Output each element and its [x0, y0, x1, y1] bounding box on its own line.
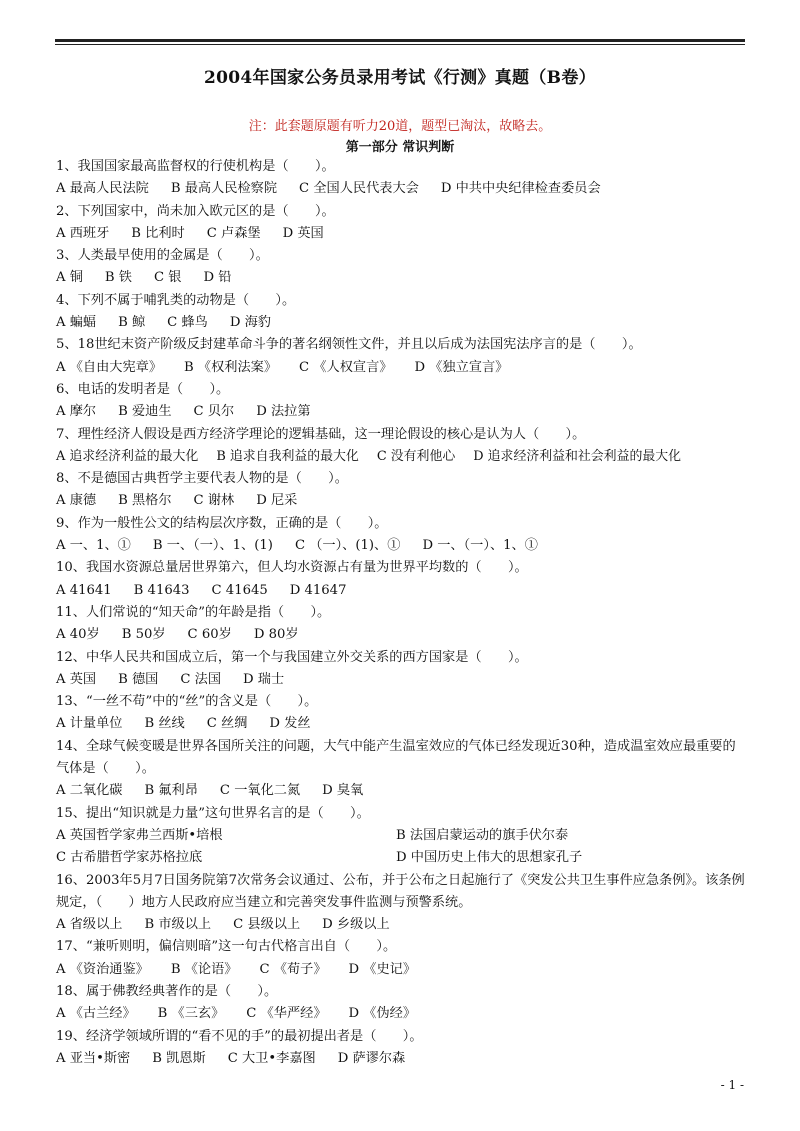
option: A 《资治通鉴》	[56, 961, 149, 977]
option: A 英国	[56, 671, 97, 687]
option: C 银	[153, 270, 182, 286]
option: D 瑞士	[243, 671, 285, 687]
options-row	[56, 713, 756, 735]
question-text: 6、电话的发明者是（ ）。	[56, 381, 230, 397]
options-row	[56, 178, 756, 200]
question-text: 18、属于佛教经典著作的是（ ）。	[56, 983, 278, 999]
question-text: 2、下列国家中，尚未加入欧元区的是（ ）。	[56, 203, 335, 219]
option: B 50岁	[121, 627, 166, 643]
question-text: 1、我国国家最高监督权的行使机构是（ ）。	[56, 159, 335, 174]
option: B 市级以上	[144, 917, 212, 933]
options-row	[56, 624, 756, 646]
options-row	[56, 780, 756, 802]
option: A 计量单位	[56, 716, 123, 732]
options-grid	[56, 825, 756, 870]
option: C 蜂鸟	[167, 315, 208, 331]
option: A 最高人民法院	[56, 181, 149, 197]
options-row	[56, 490, 756, 512]
question-text: 8、不是德国古典哲学主要代表人物的是（ ）。	[56, 471, 348, 487]
option: C 一氧化二氮	[219, 783, 301, 799]
option: A 40岁	[56, 627, 100, 643]
option: A 蝙蝠	[56, 315, 97, 331]
option: B 追求自我利益的最大化	[216, 448, 359, 464]
option: A 一、1、①	[56, 538, 131, 554]
option: B 鲸	[118, 315, 146, 331]
option: C 县级以上	[233, 917, 301, 933]
header-rule-thin	[55, 44, 745, 45]
option: D 追求经济利益和社会利益的最大化	[473, 448, 682, 464]
option: A 摩尔	[56, 404, 97, 420]
option: B 黑格尔	[118, 493, 172, 509]
question-text: 12、中华人民共和国成立后，第一个与我国建立外交关系的西方国家是（ ）。	[56, 649, 528, 665]
option: B 丝线	[144, 716, 185, 732]
option: A 铜	[56, 270, 83, 286]
option: B 凯恩斯	[152, 1050, 206, 1066]
options-row	[56, 1003, 756, 1025]
options-row	[56, 401, 756, 423]
option: C 古希腊哲学家苏格拉底	[56, 850, 203, 866]
option: C 贝尔	[193, 404, 235, 420]
option: B 《三玄》	[157, 1006, 225, 1022]
option: D 尼采	[256, 493, 298, 509]
option: D 海豹	[229, 315, 271, 331]
option: A 康德	[56, 493, 97, 509]
options-row	[56, 267, 756, 289]
option: C 《人权宣言》	[299, 359, 393, 375]
option: C 《荀子》	[259, 961, 327, 977]
option: A 西班牙	[56, 225, 110, 241]
option: A 英国哲学家弗兰西斯•培根	[56, 827, 223, 843]
option: A 追求经济利益的最大化	[56, 448, 199, 464]
question-list	[56, 156, 756, 1070]
option: B 法国启蒙运动的旗手伏尔泰	[396, 827, 569, 843]
options-row	[56, 914, 756, 936]
option: D 铅	[203, 270, 232, 286]
option: A 二氧化碳	[56, 783, 123, 799]
question-text: 14、全球气候变暖是世界各国所关注的问题，大气中能产生温室效应的气体已经发现近30种，造成温室效应最重要的气体是（ ）。	[56, 738, 736, 777]
options-row	[56, 1048, 756, 1070]
option: A 省级以上	[56, 917, 123, 933]
option: C 《华严经》	[246, 1006, 327, 1022]
option: B 41643	[133, 582, 190, 598]
question-text: 13、“一丝不苟”中的“丝”的含义是（ ）。	[56, 694, 318, 710]
option: D 中共中央纪律检查委员会	[440, 181, 601, 197]
question-text: 11、人们常说的“知天命”的年龄是指（ ）。	[56, 604, 331, 620]
red-note: 注：此套题原题有听力20道，题型已淘汰，故略去。	[248, 119, 552, 134]
question-text: 7、理性经济人假设是西方经济学理论的逻辑基础，这一理论假设的核心是认为人（ ）。	[56, 426, 586, 442]
option: D 41647	[289, 582, 347, 598]
options-row	[56, 446, 756, 468]
question-text: 19、经济学领域所谓的“看不见的手”的最初提出者是（ ）。	[56, 1028, 423, 1044]
option: A 亚当•斯密	[56, 1050, 131, 1066]
option: C 41645	[211, 582, 268, 598]
option: D 《史记》	[348, 961, 417, 977]
options-row	[56, 959, 756, 981]
option: D 法拉第	[256, 404, 311, 420]
options-row	[56, 357, 756, 379]
option: B 比利时	[131, 225, 185, 241]
question-text: 16、2003年5月7日国务院第7次常务会议通过、公布，并于公布之日起施行了《突发公共卫生事件应急条例》。该条例规定，（ ）地方人民政府应当建立和完善突发事件监测与预警系统。	[56, 872, 745, 910]
option: D 《独立宣言》	[414, 359, 509, 375]
option: D 臭氧	[322, 783, 364, 799]
options-row	[56, 669, 756, 691]
option: B 最高人民检察院	[170, 181, 278, 197]
question-text: 4、下列不属于哺乳类的动物是（ ）。	[56, 292, 296, 308]
option: D 乡级以上	[322, 917, 390, 933]
option: D 萨谬尔森	[337, 1050, 406, 1066]
option: B 《权利法案》	[184, 359, 278, 375]
option: A 41641	[56, 582, 112, 598]
option: A 《自由大宪章》	[56, 359, 163, 375]
page-title: 2004年国家公务员录用考试《行测》真题（B卷）	[204, 68, 596, 88]
option: C 谢林	[193, 493, 235, 509]
options-row	[56, 535, 756, 557]
option: B 德国	[118, 671, 159, 687]
option: B 氟利昂	[144, 783, 198, 799]
page-number: - 1 -	[720, 1078, 744, 1092]
option: C 丝绸	[206, 716, 248, 732]
option: C 卢森堡	[206, 225, 261, 241]
question-text: 5、18世纪末资产阶级反封建革命斗争的著名纲领性文件，并且以后成为法国宪法序言的是（ ）。	[56, 337, 642, 353]
option: D 80岁	[253, 627, 299, 643]
option: B 铁	[104, 270, 132, 286]
option: C 大卫•李嘉图	[227, 1050, 316, 1066]
option: A 《古兰经》	[56, 1006, 136, 1022]
question-text: 15、提出“知识就是力量”这句世界名言的是（ ）。	[56, 805, 370, 821]
option: C 全国人民代表大会	[299, 181, 419, 197]
option: B 《论语》	[170, 961, 238, 977]
question-text: 3、人类最早使用的金属是（ ）。	[56, 248, 269, 264]
option: C 法国	[180, 671, 222, 687]
options-row	[56, 312, 756, 334]
option: B 爱迪生	[118, 404, 172, 420]
options-row	[56, 580, 756, 602]
option: C 60岁	[187, 627, 232, 643]
option: D 《伪经》	[348, 1006, 417, 1022]
question-text: 17、“兼听则明，偏信则暗”这一句古代格言出自（ ）。	[56, 939, 397, 955]
option: C （一）、(1)、①	[294, 538, 401, 554]
header-rule-thick	[55, 39, 745, 42]
option: D 发丝	[269, 716, 311, 732]
option: B 一、（一）、1、(1)	[152, 538, 273, 554]
question-text: 10、我国水资源总量居世界第六，但人均水资源占有量为世界平均数的（ ）。	[56, 560, 528, 576]
option: D 一、（一）、1、①	[422, 538, 538, 554]
option: D 中国历史上伟大的思想家孔子	[396, 850, 583, 866]
option: C 没有利他心	[376, 448, 456, 464]
option: D 英国	[282, 225, 324, 241]
options-row	[56, 223, 756, 245]
question-text: 9、作为一般性公文的结构层次序数，正确的是（ ）。	[56, 515, 388, 531]
section-heading: 第一部分 常识判断	[345, 140, 455, 155]
